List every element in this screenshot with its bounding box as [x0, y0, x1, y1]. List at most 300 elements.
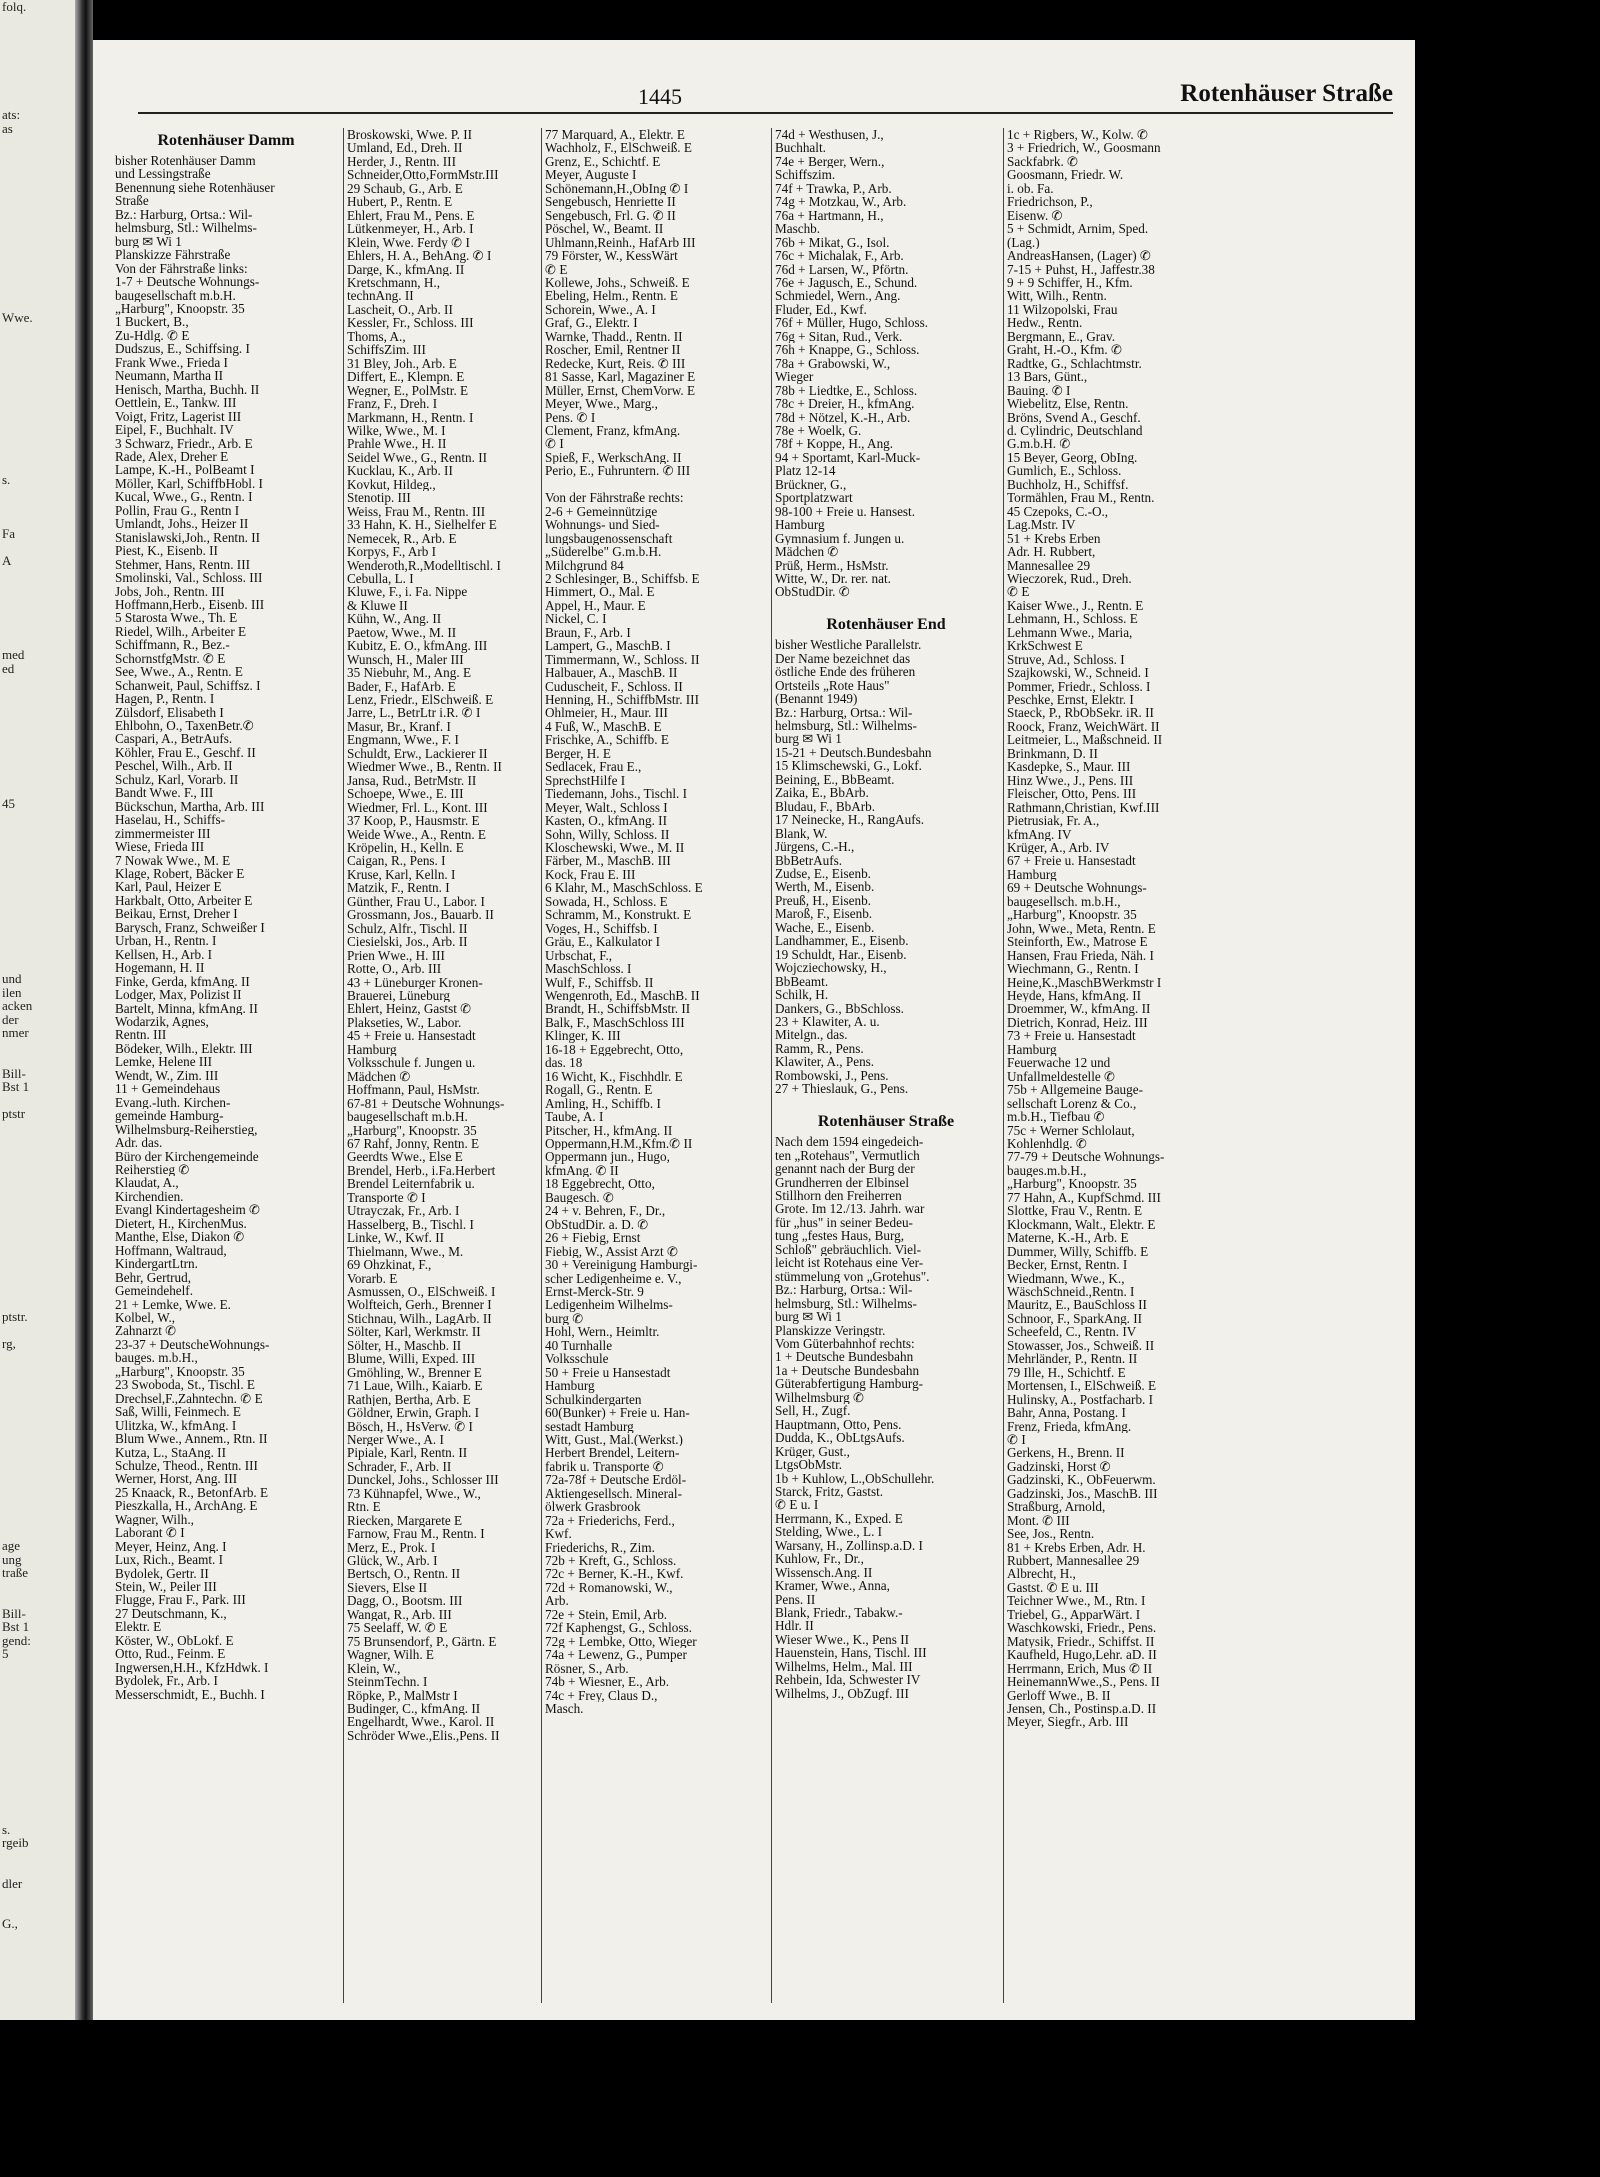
directory-line: Gumlich, E., Schloss. — [1007, 464, 1122, 478]
facing-page-fragment — [2, 1782, 75, 1796]
directory-line: Ohlmeier, H., Maur. III — [545, 706, 668, 720]
facing-page-fragment — [2, 1269, 75, 1283]
directory-line: Wunsch, H., Maler III — [347, 652, 464, 667]
directory-line: Wangat, R., Arb. III — [347, 1607, 452, 1622]
facing-page-fragment — [2, 203, 75, 217]
directory-line: Blank, Friedr., Tabakw.- — [775, 1606, 903, 1620]
directory-line: bisher Westliche Parallelstr. — [775, 638, 922, 652]
directory-line: Droemmer, W., kfmAng. II — [1007, 1002, 1151, 1016]
directory-line: Starck, Fritz, Gastst. — [775, 1484, 884, 1499]
facing-page-fragment — [2, 1526, 75, 1540]
facing-page-fragment — [2, 365, 75, 379]
directory-line: Klinger, K. III — [545, 1029, 621, 1043]
directory-line: Weide Wwe., A., Rentn. E — [347, 827, 486, 842]
facing-page-fragment — [2, 1053, 75, 1067]
directory-line: Lenz, Friedr., ElSchweiß. E — [347, 693, 494, 707]
directory-line: „Harburg", Knoopstr. 35 — [1007, 908, 1137, 922]
directory-line: Engelhardt, Wwe., Karol. II — [347, 1715, 495, 1729]
directory-line: Franz, F., Dreh. I — [347, 397, 438, 411]
directory-line: Warsany, H., Zollinsp.a.D. I — [775, 1538, 923, 1553]
directory-line: Wendt, W., Zim. III — [115, 1068, 219, 1083]
directory-line: 1a + Deutsche Bundesbahn — [775, 1363, 920, 1378]
directory-line: baugesellsch. m.b.H., — [1007, 894, 1121, 909]
directory-line: Wodarzik, Agnes, — [115, 1015, 209, 1029]
directory-line: Stowasser, Jos., Schweiß. II — [1007, 1338, 1155, 1353]
directory-line: Bröns, Svend A., Geschf. — [1007, 410, 1141, 424]
directory-line: m.b.H., Tiefbau ✆ — [1007, 1110, 1105, 1124]
directory-line: Zülsdorf, Elisabeth I — [115, 705, 224, 720]
directory-line: Mädchen ✆ — [347, 1069, 411, 1084]
directory-line: Glück, W., Arb. I — [347, 1554, 438, 1568]
directory-line: Bz.: Harburg, Ortsa.: Wil- — [775, 1283, 913, 1297]
directory-line: Urban, H., Rentn. I — [115, 934, 217, 948]
directory-line: Hedw., Rentn. — [1007, 316, 1083, 330]
directory-line: 50 + Freie u Hansestadt — [545, 1365, 671, 1380]
facing-page-fragment — [2, 1296, 75, 1310]
facing-page-fragment — [2, 81, 75, 95]
directory-line: baugesellschaft m.b.H. — [115, 288, 236, 302]
facing-page-fragment — [2, 891, 75, 905]
directory-line: 76h + Knappe, G., Schloss. — [775, 343, 920, 357]
directory-line: 79 Ille, H., Schichtf. E — [1007, 1365, 1126, 1380]
directory-line: 51 + Krebs Erben — [1007, 531, 1101, 546]
directory-line: Harkbalt, Otto, Arbeiter E — [115, 893, 253, 908]
facing-page-fragment — [2, 338, 75, 352]
directory-line: Gadzinski, K., ObFeuerwm. — [1007, 1473, 1156, 1487]
directory-line: Waschkowski, Friedr., Pens. — [1007, 1621, 1157, 1635]
directory-line: Riedel, Wilh., Arbeiter E — [115, 624, 247, 639]
directory-line: Bergmann, E., Grav. — [1007, 329, 1116, 344]
directory-line: Pieszkalla, H., ArchAng. E — [115, 1499, 258, 1513]
directory-line: Kretschmann, H., — [347, 275, 441, 290]
facing-page-fragment — [2, 1094, 75, 1108]
directory-line: Heine,K.,MaschBWerkmstr I — [1007, 975, 1162, 989]
facing-page-fragment — [2, 324, 75, 338]
facing-page-fragment — [2, 1175, 75, 1189]
facing-page-fragment: G., — [2, 1916, 18, 1931]
directory-line: KrkSchwest E — [1007, 639, 1083, 653]
directory-line: 75 Brunsendorf, P., Gärtn. E — [347, 1634, 497, 1649]
facing-page-fragment — [2, 1404, 75, 1418]
facing-page-fragment — [2, 1688, 75, 1702]
directory-line: Triebel, G., ApparWärt. I — [1007, 1607, 1141, 1622]
directory-line: Straße — [115, 194, 149, 208]
directory-line: leicht ist Rotehaus eine Ver- — [775, 1256, 924, 1270]
directory-line: Wagner, Wilh. E — [347, 1648, 434, 1662]
directory-line: Hoffmann, Waltraud, — [115, 1243, 227, 1258]
facing-page-fragment — [2, 297, 75, 311]
directory-line: Pöschel, W., Beamt. II — [545, 222, 664, 236]
column-rule — [771, 128, 772, 2003]
directory-line: 75b + Allgemeine Bauge- — [1007, 1083, 1143, 1097]
facing-page-fragment — [2, 95, 75, 109]
facing-page-fragment — [2, 284, 75, 298]
directory-line: 29 Schaub, G., Arb. E — [347, 181, 463, 196]
facing-page-fragment — [2, 932, 75, 946]
directory-line: Utrayczak, Fr., Arb. I — [347, 1204, 460, 1218]
directory-line: Herder, J., Rentn. III — [347, 154, 456, 169]
directory-line: Der Name bezeichnet das — [775, 651, 911, 666]
facing-page-fragment — [2, 1391, 75, 1405]
facing-page-fragment — [2, 1472, 75, 1486]
directory-line: Piest, K., Eisenb. II — [115, 544, 218, 558]
directory-line: 69 Ohzkinat, F., — [347, 1258, 432, 1272]
directory-line: Szajkowski, W., Schneid. I — [1007, 666, 1149, 680]
facing-page-fragment — [2, 1418, 75, 1432]
directory-line: bauges.m.b.H., — [1007, 1163, 1087, 1178]
page-number: 1445 — [638, 84, 682, 109]
directory-line: ✆ E — [545, 262, 568, 276]
directory-line: Von der Fährstraße links: — [115, 261, 248, 276]
directory-line: Kubitz, E. O., kfmAng. III — [347, 639, 488, 653]
directory-line: 23 Swoboda, St., Tischl. E — [115, 1378, 255, 1392]
directory-line: 45 Czepoks, C.-O., — [1007, 504, 1109, 519]
directory-line: Nemecek, R., Arb. E — [347, 531, 457, 546]
directory-line: Lag.Mstr. IV — [1007, 518, 1076, 532]
directory-line: Schloß" gebräuchlich. Viel- — [775, 1242, 922, 1257]
facing-page-fragment — [2, 446, 75, 460]
directory-line: Sölter, H., Maschb. II — [347, 1338, 462, 1353]
directory-line: ten „Rotehaus", Vermutlich — [775, 1148, 920, 1163]
directory-line: Kohlenhdlg. ✆ — [1007, 1136, 1087, 1151]
directory-line: Wohnungs- und Sied- — [545, 518, 660, 532]
directory-line: Uhlmann,Reinh., HafArb III — [545, 235, 696, 250]
facing-page-fragment: Bst 1 — [2, 1079, 30, 1094]
directory-line: 75c + Werner Schlolaut, — [1007, 1123, 1135, 1137]
directory-line: Jensen, Ch., Postinsp.a.D. II — [1007, 1702, 1157, 1716]
directory-line: Möller, Karl, SchiffbHobl. I — [115, 476, 263, 491]
directory-line: Güterabfertigung Hamburg- — [775, 1377, 924, 1391]
directory-line: Caspari, A., BetrAufs. — [115, 732, 233, 746]
directory-line: Jürgens, C.-H., — [775, 840, 855, 854]
directory-line: Schiffmann, R., Bez.- — [115, 638, 230, 652]
directory-line: 98-100 + Freie u. Hansest. — [775, 504, 916, 519]
directory-line: SchiffsZim. III — [347, 343, 426, 357]
directory-line: 72a-78f + Deutsche Erdöl- — [545, 1473, 687, 1487]
directory-line: Gymnasium f. Jungen u. — [775, 531, 905, 546]
facing-page-fragment: Bill- — [2, 1065, 26, 1081]
directory-line: Wiedmann, Wwe., K., — [1007, 1271, 1125, 1285]
facing-page-fragment: Bst 1 — [2, 1619, 30, 1634]
facing-page-fragment: acken — [2, 998, 33, 1013]
directory-line: Weiss, Frau M., Rentn. III — [347, 504, 486, 519]
directory-line: Bauing. ✆ I — [1007, 383, 1071, 398]
directory-line: baugesellschaft m.b.H. — [347, 1110, 468, 1124]
directory-line: Hamburg — [1007, 1042, 1057, 1057]
directory-line: Struve, Ad., Schloss. I — [1007, 652, 1125, 667]
directory-line: Gmöhling, W., Brenner E — [347, 1365, 482, 1380]
directory-line: 76e + Jagusch, E., Schund. — [775, 275, 918, 290]
header-rule — [138, 112, 1393, 114]
directory-line: 15 Beyer, Georg, ObIng. — [1007, 450, 1138, 465]
directory-line: Brinkmann, D. II — [1007, 746, 1098, 761]
directory-line: AndreasHansen, (Lager) ✆ — [1007, 249, 1151, 263]
directory-line: SprechstHilfe I — [545, 773, 626, 788]
directory-line: Wilhelms, Helm., Mal. III — [775, 1659, 913, 1674]
facing-page-fragment — [2, 743, 75, 757]
facing-page-fragment — [2, 378, 75, 392]
directory-line: 40 Turnhalle — [545, 1338, 613, 1353]
directory-line: Frischke, A., Schiffb. E — [545, 733, 669, 747]
facing-page-fragment: nmer — [2, 1025, 29, 1040]
blank-line — [545, 478, 767, 491]
directory-line: 78d + Nötzel, K.-H., Arb. — [775, 410, 911, 424]
directory-line: östliche Ende des früheren — [775, 665, 916, 679]
directory-line: Friederichs, R., Zim. — [545, 1540, 655, 1555]
directory-line: 25 Knaack, R., BetonfArb. E — [115, 1485, 269, 1500]
directory-line: 26 + Fiebig, Ernst — [545, 1231, 641, 1245]
street-heading: Rotenhäuser End — [826, 616, 946, 634]
directory-line: Becker, Ernst, Rentn. I — [1007, 1258, 1128, 1272]
directory-line: Kaiser Wwe., J., Rentn. E — [1007, 598, 1144, 613]
directory-line: Flugge, Frau F., Park. III — [115, 1593, 246, 1607]
directory-line: Ebeling, Helm., Rentn. E — [545, 289, 678, 303]
directory-line: Wegner, E., PolMstr. E — [347, 383, 469, 398]
directory-line: 1 Buckert, B., — [115, 315, 189, 329]
directory-line: Pens. ✆ I — [545, 410, 596, 424]
directory-line: Gerkens, H., Brenn. II — [1007, 1446, 1125, 1460]
directory-line: Wengenroth, Ed., MaschB. II — [545, 989, 700, 1003]
directory-line: Jansa, Rud., BetrMstr. II — [347, 773, 477, 788]
directory-line: Matzik, F., Rentn. I — [347, 881, 450, 895]
facing-page-fragment — [2, 27, 75, 41]
directory-line: Kessler, Fr., Schloss. III — [347, 316, 474, 330]
facing-page-fragment — [2, 1769, 75, 1783]
directory-line: 2 Schlesinger, B., Schiffsb. E — [545, 571, 700, 586]
facing-page-fragment — [2, 1242, 75, 1256]
directory-line: Kirchendien. — [115, 1189, 184, 1204]
directory-line: Cebulla, L. I — [347, 571, 414, 586]
directory-line: Braun, F., Arb. I — [545, 625, 631, 640]
directory-line: Fluder, Ed., Kwf. — [775, 302, 867, 317]
directory-line: Kolbel, W., — [115, 1310, 176, 1325]
facing-page-fragment — [2, 1202, 75, 1216]
directory-line: Benennung siehe Rotenhäuser — [115, 180, 275, 195]
directory-line: Schorein, Wwe., A. I — [545, 302, 656, 317]
facing-page-fragment: traße — [2, 1565, 28, 1580]
directory-line: Gadzinski, Horst ✆ — [1007, 1459, 1111, 1474]
directory-line: Kuhlow, Fr., Dr., — [775, 1552, 864, 1566]
facing-page-fragment — [2, 1998, 75, 2012]
facing-page-fragment — [2, 1701, 75, 1715]
directory-line: 77 Marquard, A., Elektr. E — [545, 128, 685, 142]
directory-line: Zaika, E., BbArb. — [775, 786, 869, 800]
directory-line: burg ✆ — [545, 1311, 584, 1326]
directory-line: Volksschule f. Jungen u. — [347, 1056, 476, 1070]
directory-line: Müller, Ernst, ChemVorw. E — [545, 383, 696, 398]
directory-line: 74c + Frey, Claus D., — [545, 1688, 658, 1703]
directory-line: Vom Güterbahnhof rechts: — [775, 1336, 915, 1351]
directory-line: Kucklau, K., Arb. II — [347, 464, 453, 478]
directory-line: Eipel, F., Buchhalt. IV — [115, 423, 234, 437]
facing-page-fragment — [2, 1161, 75, 1175]
directory-line: Meyer, Auguste I — [545, 168, 637, 182]
directory-line: Klockmann, Walt., Elektr. E — [1007, 1217, 1156, 1232]
directory-column-2 — [347, 128, 569, 1742]
directory-line: Meyer, Heinz, Ang. I — [115, 1539, 227, 1554]
directory-line: Friedrichson, P., — [1007, 195, 1093, 209]
directory-line: Maschb. — [775, 222, 821, 236]
facing-page-fragment — [2, 1188, 75, 1202]
directory-line: Voges, H., Schiffsb. I — [545, 921, 658, 936]
directory-line: 19 Schuldt, Har., Eisenb. — [775, 947, 907, 962]
directory-line: bauges. m.b.H., — [115, 1351, 198, 1365]
facing-page-fragment — [2, 176, 75, 190]
facing-page-fragment — [2, 257, 75, 271]
directory-line: 72c + Berner, K.-H., Kwf. — [545, 1567, 684, 1581]
directory-line: ✆ E u. I — [775, 1498, 819, 1512]
facing-page-fragment — [2, 783, 75, 797]
directory-line: 78a + Grabowski, W., — [775, 356, 891, 371]
directory-line: Rade, Alex, Dreher E — [115, 449, 229, 464]
directory-line: Herbert Brendel, Leitern- — [545, 1446, 680, 1460]
facing-page-fragment — [2, 864, 75, 878]
directory-line: Schoepe, Wwe., E. III — [347, 787, 464, 801]
directory-line: Gemeindehelf. — [115, 1284, 193, 1298]
directory-line: Prahle Wwe., H. II — [347, 437, 447, 451]
directory-line: Geerdts Wwe., Else E — [347, 1150, 463, 1164]
facing-page-fragment — [2, 945, 75, 959]
directory-line: 72b + Kreft, G., Schloss. — [545, 1554, 677, 1568]
directory-line: Prien Wwe., H. III — [347, 948, 445, 963]
facing-page-fragment — [2, 675, 75, 689]
facing-page-fragment — [2, 702, 75, 716]
directory-line: Mauritz, E., BauSchloss II — [1007, 1298, 1147, 1312]
directory-line: Schiffszim. — [775, 168, 836, 182]
directory-line: Gadzinski, Jos., MaschB. III — [1007, 1486, 1158, 1501]
directory-line: 30 + Vereinigung Hamburgi- — [545, 1258, 698, 1272]
directory-line: Paetow, Wwe., M. II — [347, 625, 457, 640]
directory-line: Stein, W., Peiler III — [115, 1580, 217, 1594]
directory-line: Bandt Wwe. F., III — [115, 786, 214, 800]
directory-line: 74g + Motzkau, W., Arb. — [775, 195, 907, 209]
directory-line: Lampert, G., MaschB. I — [545, 639, 671, 653]
directory-line: Umland, Ed., Dreh. II — [347, 141, 463, 155]
directory-line: Drechsel,F.,Zahntechn. ✆ E — [115, 1391, 263, 1406]
directory-line: 72a + Friederichs, Ferd., — [545, 1513, 675, 1528]
facing-page-fragment: ptstr. — [2, 1308, 28, 1324]
directory-line: Fiebig, W., Assist Arzt ✆ — [545, 1244, 679, 1259]
directory-line: Nerger Wwe., A. I — [347, 1432, 444, 1447]
directory-line: 67-81 + Deutsche Wohnungs- — [347, 1096, 505, 1111]
directory-line: Sievers, Else II — [347, 1580, 428, 1595]
directory-line: Stenotip. III — [347, 491, 411, 505]
directory-line: (Lag.) — [1007, 235, 1040, 250]
directory-line: Beining, E., BbBeamt. — [775, 772, 895, 787]
directory-line: 78b + Liedtke, E., Schloss. — [775, 383, 918, 398]
directory-line: 24 + v. Behren, F., Dr., — [545, 1204, 666, 1218]
directory-line: Radtke, G., Schlachtmstr. — [1007, 356, 1142, 371]
directory-line: Elektr. E — [115, 1620, 162, 1634]
directory-line: Mehrländer, P., Rentn. II — [1007, 1352, 1138, 1366]
directory-line: Bahr, Anna, Postang. I — [1007, 1406, 1126, 1420]
facing-page-fragment — [2, 1728, 75, 1742]
directory-line: Hoffmann, Paul, HsMstr. — [347, 1083, 480, 1097]
facing-page-fragment — [2, 1134, 75, 1148]
facing-page-fragment — [2, 230, 75, 244]
directory-line: Masch. — [545, 1702, 584, 1716]
facing-page-fragment — [2, 959, 75, 973]
directory-line: Wilhelmsburg ✆ — [775, 1390, 865, 1405]
facing-page-fragment — [2, 1256, 75, 1270]
directory-line: Stanislawski,Joh., Rentn. II — [115, 530, 261, 545]
directory-line: 75 Seelaff, W. ✆ E — [347, 1621, 448, 1635]
directory-column-5 — [1007, 128, 1222, 1729]
directory-line: Klaudat, A., — [115, 1176, 179, 1190]
facing-page-fragment — [2, 1121, 75, 1135]
directory-line: Graf, G., Elektr. I — [545, 316, 638, 330]
facing-page-fragment — [2, 1323, 75, 1337]
directory-line: Mitelgn., das. — [775, 1028, 848, 1042]
directory-line: 72d + Romanowski, W., — [545, 1580, 673, 1595]
facing-page-fragment: 5 — [2, 1646, 9, 1661]
directory-line: Bydolek, Fr., Arb. I — [115, 1674, 218, 1688]
directory-line: Peschke, Ernst, Elektr. I — [1007, 693, 1134, 707]
directory-line: Buchhalt. — [775, 141, 826, 155]
directory-line: Wieger — [775, 370, 814, 384]
directory-line: Hoffmann,Herb., Eisenb. III — [115, 597, 265, 612]
directory-line: 31 Bley, Joh., Arb. E — [347, 356, 457, 371]
facing-page-fragment — [2, 608, 75, 622]
facing-page-fragment — [2, 1985, 75, 1999]
directory-line: Bösch, H., HsVerw. ✆ I — [347, 1419, 473, 1433]
directory-line: ölwerk Grasbrook — [545, 1500, 641, 1514]
facing-page-fragment — [2, 432, 75, 446]
directory-line: Stehmer, Hans, Rentn. III — [115, 557, 250, 572]
directory-line: 33 Hahn, K. H., Sielhelfer E — [347, 518, 497, 532]
directory-line: 81 Sasse, Karl, Magaziner E — [545, 370, 696, 384]
directory-line: Dietert, H., KirchenMus. — [115, 1216, 247, 1231]
directory-line: Blank, W. — [775, 826, 828, 841]
facing-page-fragment: Wwe. — [2, 309, 33, 325]
directory-line: Wiedmer, Frl. L., Kont. III — [347, 800, 488, 815]
directory-line: Sengebusch, Henriette II — [545, 195, 676, 209]
directory-line: 72g + Lembke, Otto, Wieger — [545, 1634, 697, 1649]
directory-line: für „hus" in seiner Bedeu- — [775, 1215, 913, 1230]
facing-page-fragment — [2, 41, 75, 55]
directory-line: und Lessingstraße — [115, 167, 211, 181]
directory-line: Wiedmer Wwe., B., Rentn. II — [347, 760, 502, 774]
directory-line: Albrecht, H., — [1007, 1567, 1076, 1581]
directory-line: Kluwe, F., i. Fa. Nippe — [347, 585, 468, 599]
directory-line: Nickel, C. I — [545, 612, 607, 626]
directory-line: 15 Klimschewski, G., Lokf. — [775, 759, 922, 773]
facing-page-fragment — [2, 486, 75, 500]
blank-line — [775, 1096, 997, 1109]
facing-page-fragment — [2, 1958, 75, 1972]
directory-line: Karl, Paul, Heizer E — [115, 880, 222, 894]
directory-line: Werner, Horst, Ang. III — [115, 1472, 238, 1486]
directory-line: Dummer, Willy, Schiffb. E — [1007, 1244, 1149, 1259]
directory-line: Wachholz, F., ElSchweiß. E — [545, 141, 692, 155]
facing-page-fragment — [2, 635, 75, 649]
directory-line: ObStudDir. ✆ — [775, 585, 850, 599]
facing-page-fragment: ats: — [2, 107, 21, 122]
directory-line: Ehlers, H. A., BehAng. ✆ I — [347, 249, 492, 263]
directory-line: Voigt, Fritz, Lagerist III — [115, 409, 242, 424]
directory-line: Mortensen, I., ElSchweiß. E — [1007, 1379, 1157, 1393]
directory-line: Stelding, Wwe., L. I — [775, 1525, 883, 1539]
facing-page-fragment: age — [2, 1538, 21, 1553]
directory-line: Korpys, F., Arb I — [347, 545, 437, 559]
directory-line: Bludau, F., BbArb. — [775, 799, 876, 814]
directory-line: Markmann, H., Rentn. I — [347, 410, 474, 424]
directory-line: Rombowski, J., Pens. — [775, 1068, 889, 1083]
directory-line: Kasdepke, S., Maur. III — [1007, 760, 1131, 774]
directory-line: Dudszus, E., Schiffsing. I — [115, 342, 250, 356]
directory-line: Hasselberg, B., Tischl. I — [347, 1217, 474, 1232]
directory-line: 76d + Larsen, W., Pförtn. — [775, 262, 909, 276]
